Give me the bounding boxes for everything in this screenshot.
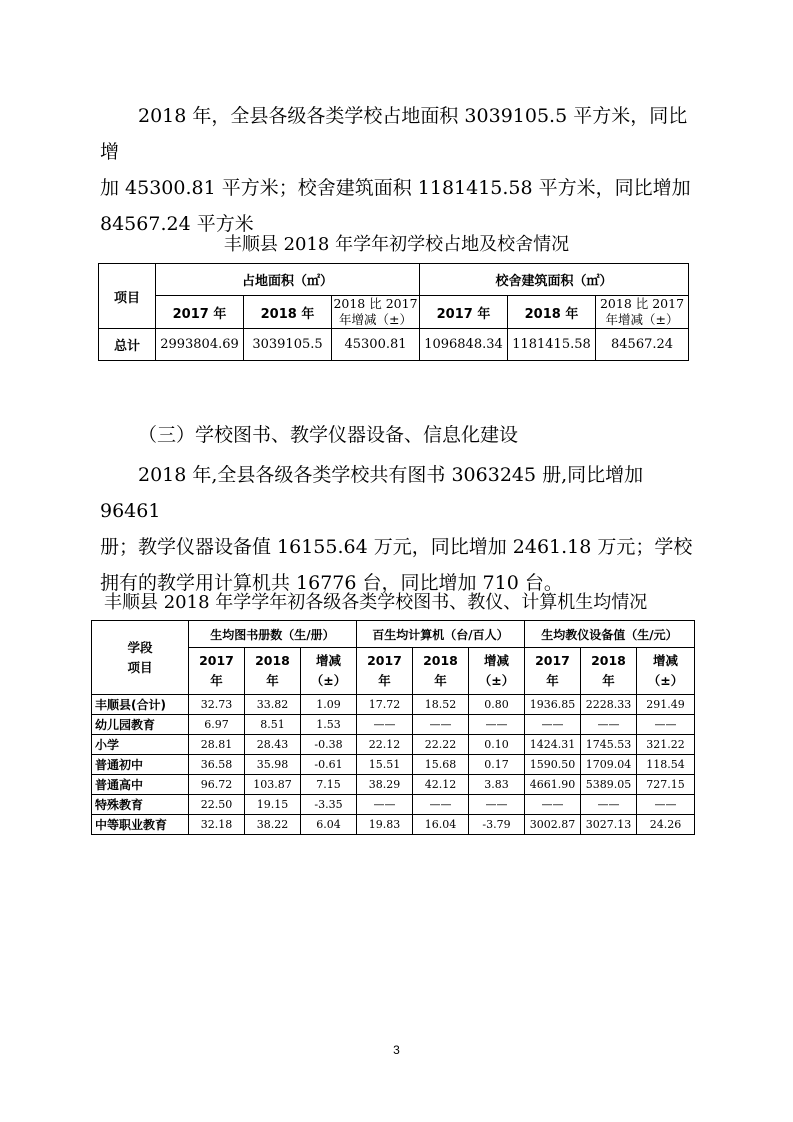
table-row	[99, 329, 689, 361]
table-cell: ——	[525, 715, 581, 735]
table-cell: 36.58	[189, 755, 245, 775]
para2-line2: 册；教学仪器设备值 16155.64 万元，同比增加 2461.18 万元；学校	[100, 536, 693, 558]
table-cell: 1181415.58	[508, 329, 596, 361]
table-cell: ——	[357, 715, 413, 735]
table-cell: 3002.87	[525, 815, 581, 835]
table-cell: 1936.85	[525, 695, 581, 715]
para1-line3: 84567.24 平方米	[100, 213, 254, 235]
sub-header: 2017 年	[525, 648, 581, 695]
table-cell: ——	[357, 795, 413, 815]
corner-header	[92, 621, 189, 695]
paragraph-land-area	[100, 98, 700, 242]
table-cell: ——	[581, 795, 637, 815]
para1-line1: 2018 年，全县各级各类学校占地面积 3039105.5 平方米，同比增	[100, 105, 688, 163]
table-row	[92, 775, 695, 795]
computers-header: 百生均计算机（台/百人）	[357, 621, 525, 648]
books-header: 生均图书册数（生/册）	[189, 621, 357, 648]
sub-header: 2018 年	[244, 296, 332, 329]
table-cell: 33.82	[245, 695, 301, 715]
paragraph-books-equipment	[100, 457, 700, 601]
table-cell: 96.72	[189, 775, 245, 795]
sub-header: 2017 年	[357, 648, 413, 695]
table-cell: -3.79	[469, 815, 525, 835]
table-cell: 1745.53	[581, 735, 637, 755]
sub-header: 增减 （±）	[469, 648, 525, 695]
row-label: 普通初中	[92, 755, 189, 775]
sub-header: 2017 年	[189, 648, 245, 695]
sub-header: 2017 年	[156, 296, 244, 329]
item-header: 项目	[99, 264, 156, 329]
table-cell: 22.22	[413, 735, 469, 755]
section-heading: （三）学校图书、教学仪器设备、信息化建设	[138, 424, 519, 446]
table-cell: 0.10	[469, 735, 525, 755]
land-building-table	[98, 263, 689, 361]
sub-header: 2018 年	[508, 296, 596, 329]
table-cell: 19.15	[245, 795, 301, 815]
sub-header: 2018 年	[245, 648, 301, 695]
table-cell: 1096848.34	[420, 329, 508, 361]
table-cell: 22.12	[357, 735, 413, 755]
table1-caption: 丰顺县 2018 年学年初学校占地及校舍情况	[223, 234, 570, 255]
table-cell: -0.61	[301, 755, 357, 775]
table-cell: 5389.05	[581, 775, 637, 795]
table-cell: ——	[637, 795, 695, 815]
table-cell: 84567.24	[596, 329, 689, 361]
table-cell: 1.53	[301, 715, 357, 735]
table2-caption: 丰顺县 2018 年学学年初各级各类学校图书、教仪、计算机生均情况	[104, 592, 648, 613]
table-cell: 118.54	[637, 755, 695, 775]
table-row	[92, 815, 695, 835]
para1-line2: 加 45300.81 平方米；校舍建筑面积 1181415.58 平方米，同比增加	[100, 177, 691, 199]
table-cell: 32.18	[189, 815, 245, 835]
table-cell: 1.09	[301, 695, 357, 715]
table-cell: -0.38	[301, 735, 357, 755]
row-label: 小学	[92, 735, 189, 755]
corner-bottom: 项目	[127, 659, 153, 675]
para2-line3: 拥有的教学用计算机共 16776 台，同比增加 710 台。	[100, 572, 563, 594]
table-cell: 3.83	[469, 775, 525, 795]
table-cell: ——	[581, 715, 637, 735]
row-label: 中等职业教育	[92, 815, 189, 835]
corner-top: 学段	[127, 639, 153, 655]
table-cell: 15.51	[357, 755, 413, 775]
table-cell: 6.97	[189, 715, 245, 735]
table-row	[92, 795, 695, 815]
table-cell: 38.29	[357, 775, 413, 795]
sub-header: 2017 年	[420, 296, 508, 329]
equipment-header: 生均教仪设备值（生/元）	[525, 621, 695, 648]
table-cell: 321.22	[637, 735, 695, 755]
table-cell: 15.68	[413, 755, 469, 775]
table-cell: 17.72	[357, 695, 413, 715]
table-cell: 28.81	[189, 735, 245, 755]
table-cell: ——	[413, 795, 469, 815]
row-label: 丰顺县(合计)	[92, 695, 189, 715]
table-row	[92, 755, 695, 775]
page-number: 3	[393, 1043, 400, 1057]
table-row	[92, 695, 695, 715]
table-cell: 0.17	[469, 755, 525, 775]
table-cell: 4661.90	[525, 775, 581, 795]
table-cell: 3039105.5	[244, 329, 332, 361]
table-cell: 1590.50	[525, 755, 581, 775]
table-cell: 2993804.69	[156, 329, 244, 361]
table-cell: ——	[469, 795, 525, 815]
table-cell: 3027.13	[581, 815, 637, 835]
table-cell: 42.12	[413, 775, 469, 795]
table-cell: 38.22	[245, 815, 301, 835]
table-cell: 6.04	[301, 815, 357, 835]
table-cell: 103.87	[245, 775, 301, 795]
row-label: 总计	[99, 329, 156, 361]
table-cell: ——	[637, 715, 695, 735]
table-cell: 2228.33	[581, 695, 637, 715]
building-area-header: 校舍建筑面积（㎡）	[420, 264, 689, 296]
table-row	[92, 715, 695, 735]
row-label: 普通高中	[92, 775, 189, 795]
sub-header: 2018 年	[581, 648, 637, 695]
table-cell: 19.83	[357, 815, 413, 835]
table-cell: 8.51	[245, 715, 301, 735]
land-area-header: 占地面积（㎡）	[156, 264, 420, 296]
table-cell: 45300.81	[332, 329, 420, 361]
table-cell: -3.35	[301, 795, 357, 815]
row-label: 幼儿园教育	[92, 715, 189, 735]
table-cell: ——	[413, 715, 469, 735]
sub-header: 2018 比 2017 年增减（±）	[333, 296, 418, 327]
table-cell: 16.04	[413, 815, 469, 835]
table-cell: 24.26	[637, 815, 695, 835]
para2-line1: 2018 年,全县各级各类学校共有图书 3063245 册,同比增加 96461	[100, 464, 644, 522]
table-cell: 32.73	[189, 695, 245, 715]
table-cell: 727.15	[637, 775, 695, 795]
sub-header: 2018 年	[413, 648, 469, 695]
per-student-resources-table	[91, 620, 695, 835]
table-cell: 18.52	[413, 695, 469, 715]
table-cell: 35.98	[245, 755, 301, 775]
table-row	[92, 735, 695, 755]
table-cell: 291.49	[637, 695, 695, 715]
table-cell: 0.80	[469, 695, 525, 715]
table-cell: 28.43	[245, 735, 301, 755]
table-cell: ——	[525, 795, 581, 815]
table-cell: 1424.31	[525, 735, 581, 755]
sub-header: 2018 比 2017 年增减（±）	[596, 296, 689, 329]
table-cell: ——	[469, 715, 525, 735]
sub-header: 增减 （±）	[637, 648, 695, 695]
table-cell: 22.50	[189, 795, 245, 815]
table-cell: 1709.04	[581, 755, 637, 775]
table-cell: 7.15	[301, 775, 357, 795]
row-label: 特殊教育	[92, 795, 189, 815]
sub-header: 增减 （±）	[301, 648, 357, 695]
